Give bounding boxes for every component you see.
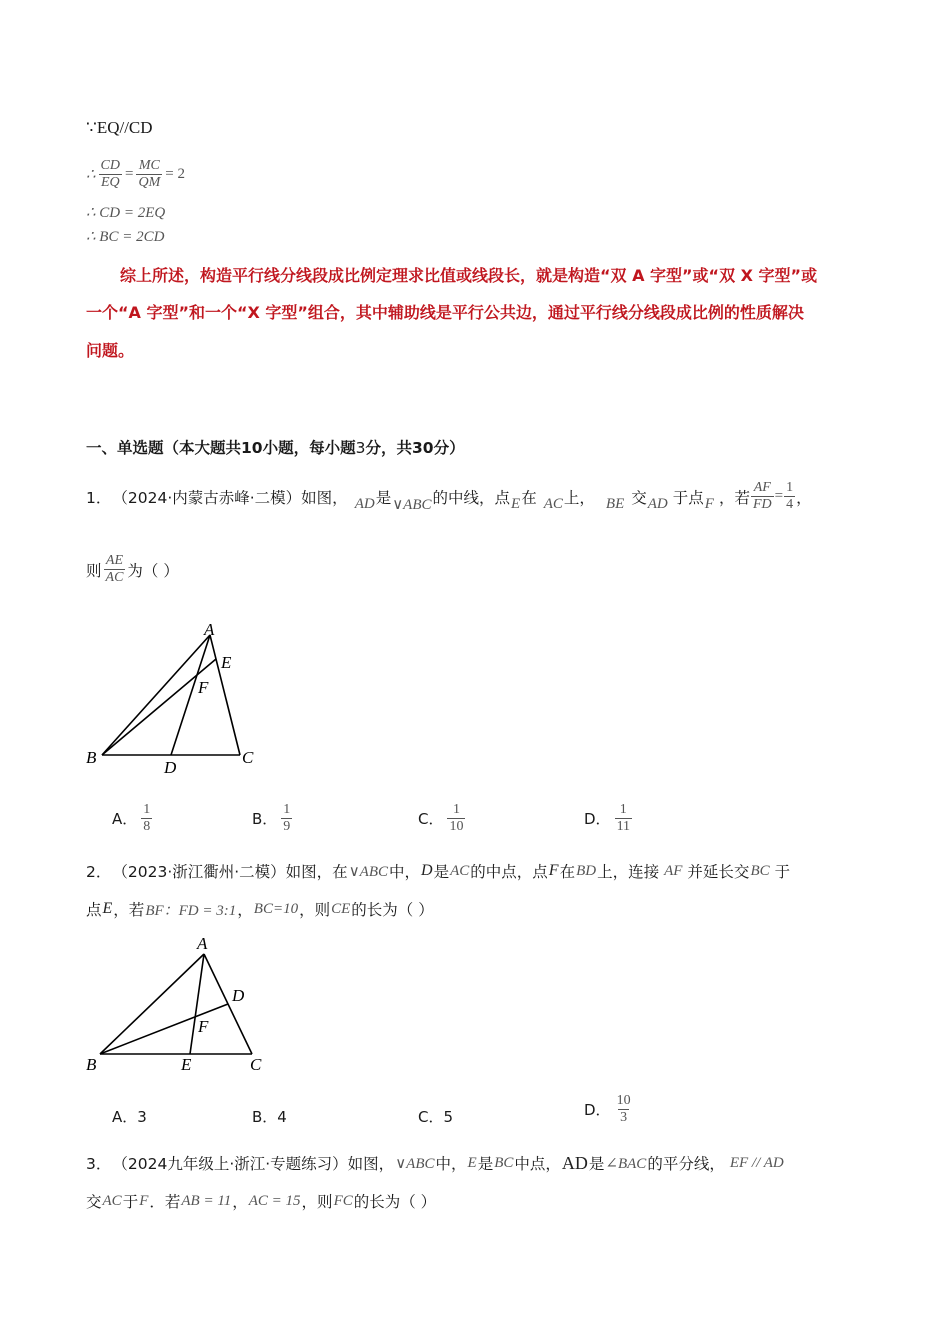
segment-bd xyxy=(100,1004,228,1054)
segment-ae xyxy=(190,954,204,1054)
option-b[interactable]: B． $\frac{1}{9}$ xyxy=(252,802,291,834)
label-e: E xyxy=(221,653,232,672)
label-d: D xyxy=(164,758,177,775)
label-e: E xyxy=(181,1055,192,1074)
label-f: F xyxy=(198,1017,209,1036)
question-3-line-1: 3． （2024九年级上·浙江·专题练习）如图， ∨ABC 中， E 是 BC 中点， AD 是 ∠BAC 的平分线， EF // AD xyxy=(86,1152,784,1173)
option-b[interactable]: B．4 xyxy=(252,1108,287,1126)
question-number: 1． xyxy=(86,488,112,507)
label-f: F xyxy=(198,678,209,697)
fraction-ae-ac: $\frac{AE}{AC}$ xyxy=(105,553,124,585)
segment-ab xyxy=(100,954,204,1054)
derivation-line-2: ∴ CD = 2EQ xyxy=(86,205,166,221)
summary-line-2: 一个“A 字型”和一个“X 字型”组合，其中辅助线是平行公共边，通过平行线分线段成比例的性质解决 xyxy=(86,303,804,322)
question-number: 2． xyxy=(86,863,112,881)
section-header: 一、单选题（本大题共10小题，每小题3分，共30分） xyxy=(86,439,465,457)
summary-line-1: 综上所述，构造平行线分线段成比例定理求比值或线段长，就是构造“双 A 字型”或“双 X 字型”或 xyxy=(120,266,818,285)
option-a[interactable]: A．3 xyxy=(112,1108,147,1126)
fraction-mc-qm: $\frac{MC}{QM}$ xyxy=(138,158,161,190)
option-d[interactable]: D． $\frac{10}{3}$ xyxy=(584,1093,631,1125)
segment-ab xyxy=(102,635,210,755)
label-c: C xyxy=(250,1055,262,1074)
derivation-line-3: ∴ BC = 2CD xyxy=(86,229,165,245)
option-a[interactable]: A． $\frac{1}{8}$ xyxy=(112,802,151,834)
therefore-symbol: ∴ xyxy=(86,167,96,183)
question-1-line-1: 1． （2024·内蒙古赤峰·二模）如图， AD 是 ∨ABC 的中线，点 E 在 AC 上， BE 交 AD 于点 F ，若 $\frac{AF}{FD}$ = $\frac{1}{4}$ ， xyxy=(86,480,812,513)
fraction-one-fourth: $\frac{1}{4}$ xyxy=(786,480,794,512)
label-b: B xyxy=(86,1055,97,1074)
ratio-value: = 2 xyxy=(165,166,185,182)
question-2-figure xyxy=(80,930,280,1080)
fraction-cd-eq: $\frac{CD}{EQ}$ xyxy=(100,158,120,190)
because-line: ∵EQ//CD xyxy=(86,118,153,137)
label-a: A xyxy=(204,620,215,639)
question-2-line-2: 点 E ，若 BF：FD = 3:1 ， BC=10 ，则 CE 的长为（ ） xyxy=(86,900,434,919)
question-2-line-1: 2． （2023·浙江衢州·二模）如图，在 ∨ABC 中， D 是 AC 的中点，点 F 在 BD 上，连接 AF 并延长交 BC 于 xyxy=(86,862,791,881)
label-c: C xyxy=(242,748,254,767)
option-d[interactable]: D． $\frac{1}{11}$ xyxy=(584,802,631,834)
question-1-figure xyxy=(80,615,280,775)
label-d: D xyxy=(232,986,245,1005)
label-a: A xyxy=(197,934,208,953)
question-3-line-2: 交 AC 于 F ．若 AB = 11 ， AC = 15 ，则 FC 的长为（ ） xyxy=(86,1192,437,1211)
fraction-af-fd: $\frac{AF}{FD}$ xyxy=(752,480,772,512)
label-b: B xyxy=(86,748,97,767)
segment-be xyxy=(102,659,216,755)
summary-line-3: 问题。 xyxy=(86,341,135,360)
option-c[interactable]: C．5 xyxy=(418,1108,454,1126)
ratio-line: ∴ $\frac{CD}{EQ}$ = $\frac{MC}{QM}$ = 2 xyxy=(86,158,185,190)
option-c[interactable]: C． $\frac{1}{10}$ xyxy=(418,802,464,834)
question-number: 3． xyxy=(86,1155,112,1173)
question-1-line-2: 则 $\frac{AE}{AC}$ 为（ ） xyxy=(86,553,179,585)
